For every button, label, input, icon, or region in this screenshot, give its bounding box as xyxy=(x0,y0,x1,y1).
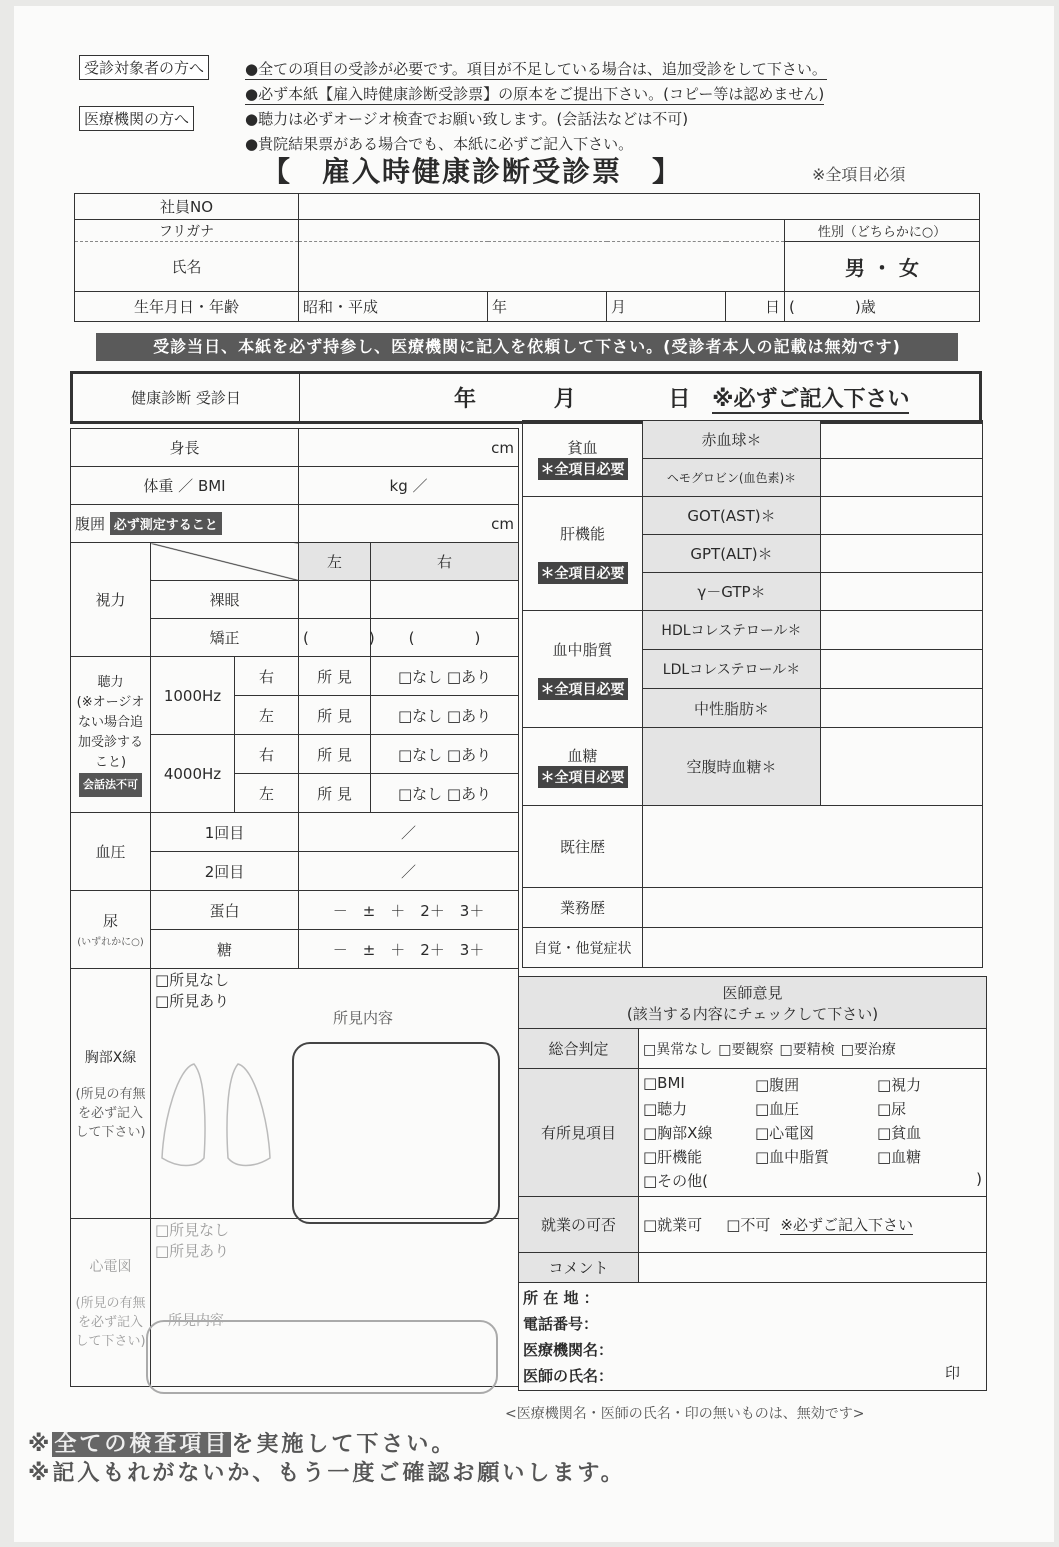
finding-ecg[interactable]: □心電図 xyxy=(755,1124,815,1142)
finding-urine[interactable]: □尿 xyxy=(877,1100,907,1118)
naked-left-field[interactable] xyxy=(299,581,371,619)
xray-has-finding[interactable]: □所見あり xyxy=(155,992,230,1010)
gender-options[interactable]: 男 ・ 女 xyxy=(785,242,980,292)
hearing-4000-left: 左 xyxy=(235,774,299,813)
liver-tag: ＊全項目必要 xyxy=(538,562,628,584)
footer-line-1-suffix: を実施して下さい。 xyxy=(231,1432,457,1457)
ggtp-label: γ－GTP＊ xyxy=(643,573,821,611)
finding-waist[interactable]: □腹囲 xyxy=(755,1076,800,1094)
clinic-info-area[interactable] xyxy=(519,1283,987,1391)
weight-field[interactable]: kg ／ xyxy=(299,467,519,505)
anemia-cell xyxy=(523,421,643,497)
finding-bmi[interactable]: □BMI xyxy=(643,1074,685,1092)
overall-treat[interactable]: □要治療 xyxy=(840,1041,896,1058)
lungs-icon xyxy=(158,1058,278,1170)
findings-label: 有所見項目 xyxy=(519,1069,639,1197)
finding-other-close: ) xyxy=(976,1170,983,1188)
xray-no-finding[interactable]: □所見なし xyxy=(155,971,230,989)
age-field[interactable]: ( )歳 xyxy=(785,292,980,322)
validity-note: <医療機関名・医師の氏名・印の無いものは、無効です> xyxy=(505,1406,865,1422)
opinion-subtitle: (該当する内容にチェックして下さい) xyxy=(626,1004,879,1023)
vision-left-header: 左 xyxy=(299,543,371,581)
xray-label-cell xyxy=(71,969,151,1219)
xray-note: (所見の有無を必ず記入して下さい) xyxy=(75,1087,146,1140)
finding-lipid[interactable]: □血中脂質 xyxy=(755,1148,830,1166)
symptoms-field[interactable] xyxy=(643,928,983,968)
clinic-name-label: 医療機関名： xyxy=(523,1341,614,1359)
protein-label: 蛋白 xyxy=(151,891,299,930)
ecg-has-finding[interactable]: □所見あり xyxy=(155,1242,230,1260)
vision-label: 視力 xyxy=(71,543,151,657)
ecg-note: (所見の有無を必ず記入して下さい) xyxy=(75,1296,146,1349)
birth-day[interactable]: 日 xyxy=(726,292,785,322)
comment-field[interactable] xyxy=(639,1253,987,1283)
hearing-1000-left: 左 xyxy=(235,696,299,735)
rbc-field[interactable] xyxy=(821,421,983,459)
hearing-finding-label: 所 見 xyxy=(299,735,371,774)
hdl-field[interactable] xyxy=(821,611,983,650)
glucose-tag: ＊全項目必要 xyxy=(538,766,628,788)
waist-tag: 必ず測定すること xyxy=(110,512,222,535)
employee-no-field[interactable] xyxy=(299,194,980,220)
hearing-finding-label: 所 見 xyxy=(299,696,371,735)
bp2-label: 2回目 xyxy=(151,852,299,891)
sugar-scale[interactable]: － ± ＋ 2＋ 3＋ xyxy=(299,930,519,969)
waist-label-cell xyxy=(71,505,299,543)
hb-field[interactable] xyxy=(821,459,983,497)
glucose-cell xyxy=(523,728,643,806)
hearing-1000-right: 右 xyxy=(235,657,299,696)
footer-line-2: ※記入もれがないか、もう一度ご確認お願いします。 xyxy=(28,1461,626,1486)
xray-finding-content-label: 所見内容 xyxy=(333,1009,394,1027)
ldl-label: LDLコレステロール＊ xyxy=(643,650,821,689)
birth-label: 生年月日・年齢 xyxy=(75,292,299,322)
finding-liver[interactable]: □肝機能 xyxy=(643,1148,703,1166)
hearing-1000-left-check[interactable]: □なし □あり xyxy=(371,696,519,735)
gender-label: 性別（どちらかに○） xyxy=(785,220,980,242)
doctor-name-label: 医師の氏名： xyxy=(523,1367,614,1385)
finding-anemia[interactable]: □貧血 xyxy=(877,1124,922,1142)
weight-label: 体重 ／ BMI xyxy=(71,467,299,505)
work-label: 就業の可否 xyxy=(519,1197,639,1253)
hearing-label: 聴力 (※オージオない場合追加受診すること) xyxy=(76,674,145,770)
instruction-2: ●必ず本紙【雇入時健康診断受診票】の原本をご提出下さい。(コピー等は認めません) xyxy=(245,85,825,103)
work-note: ※必ずご記入下さい xyxy=(780,1216,913,1234)
finding-xray[interactable]: □胸部X線 xyxy=(643,1124,713,1142)
furigana-field[interactable] xyxy=(299,220,785,242)
fbs-label: 空腹時血糖＊ xyxy=(643,728,821,806)
corrected-right-field[interactable]: ( ) xyxy=(371,619,519,657)
rbc-label: 赤血球＊ xyxy=(643,421,821,459)
lipid-tag: ＊全項目必要 xyxy=(538,678,628,700)
hz1000-label: 1000Hz xyxy=(151,657,235,735)
hearing-4000-left-check[interactable]: □なし □あり xyxy=(371,774,519,813)
clinic-label: 医療機関の方へ xyxy=(79,106,194,131)
finding-vision[interactable]: □視力 xyxy=(877,1076,922,1094)
lipid-cell xyxy=(523,611,643,728)
exam-day: 日 xyxy=(668,387,691,412)
work-ok[interactable]: □就業可 xyxy=(643,1216,703,1234)
exam-date-table xyxy=(70,371,982,424)
corrected-label: 矯正 xyxy=(151,619,299,657)
instruction-band: 受診当日、本紙を必ず持参し、医療機関に記入を依頼して下さい。(受診者本人の記載は無効です) xyxy=(96,333,958,361)
history-field[interactable] xyxy=(643,806,983,888)
bp1-field[interactable]: ／ xyxy=(299,813,519,852)
era-text: 昭和・平成 xyxy=(299,292,488,322)
bp-label: 血圧 xyxy=(71,813,151,891)
ecg-finding-bracket[interactable] xyxy=(146,1320,498,1394)
ecg-finding-content-label: 所見内容 xyxy=(168,1313,224,1329)
height-label: 身長 xyxy=(71,429,299,467)
waist-label: 腹囲 xyxy=(75,515,106,533)
fbs-field[interactable] xyxy=(821,728,983,806)
overall-normal[interactable]: □異常なし xyxy=(643,1041,713,1058)
liver-label: 肝機能 xyxy=(559,525,605,543)
anemia-label: 貧血 xyxy=(567,439,598,457)
footer-line-1-highlight: 全ての検査項目 xyxy=(54,1432,230,1457)
employee-no-label: 社員NO xyxy=(75,194,299,220)
vision-diagonal-cell xyxy=(151,543,299,581)
right-exam-table xyxy=(522,420,983,968)
hb-label: ヘモグロビン(血色素)＊ xyxy=(643,459,821,497)
hearing-finding-label: 所 見 xyxy=(299,774,371,813)
work-history-field[interactable] xyxy=(643,888,983,928)
ecg-label-cell xyxy=(71,1219,151,1387)
hearing-4000-right: 右 xyxy=(235,735,299,774)
hz4000-label: 4000Hz xyxy=(151,735,235,813)
hearing-finding-label: 所 見 xyxy=(299,657,371,696)
findings-options xyxy=(639,1069,987,1197)
bp2-field[interactable]: ／ xyxy=(299,852,519,891)
glucose-label: 血糖 xyxy=(567,747,598,765)
liver-cell xyxy=(523,497,643,611)
required-note: ※全項目必須 xyxy=(812,165,906,184)
exam-date-field[interactable] xyxy=(300,373,981,423)
opinion-title: 医師意見 xyxy=(722,983,783,1002)
hearing-1000-right-check[interactable]: □なし □あり xyxy=(371,657,519,696)
finding-bp[interactable]: □血圧 xyxy=(755,1100,800,1118)
footer-line-1 xyxy=(28,1427,456,1458)
exam-date-note: ※必ずご記入下さい xyxy=(712,387,910,412)
got-label: GOT(AST)＊ xyxy=(643,497,821,535)
opinion-header xyxy=(519,977,987,1029)
bp1-label: 1回目 xyxy=(151,813,299,852)
work-options xyxy=(639,1197,987,1253)
name-label: 氏名 xyxy=(75,242,299,292)
instruction-4: ●貴院結果票がある場合でも、本紙に必ずご記入下さい。 xyxy=(245,135,634,153)
overall-label: 総合判定 xyxy=(519,1029,639,1069)
corrected-left-field[interactable]: ( ) xyxy=(299,619,371,657)
naked-right-field[interactable] xyxy=(371,581,519,619)
furigana-label: フリガナ xyxy=(75,220,299,242)
target-label: 受診対象者の方へ xyxy=(79,55,209,80)
finding-hearing[interactable]: □聴力 xyxy=(643,1100,688,1118)
urine-label-cell xyxy=(71,891,151,969)
tg-field[interactable] xyxy=(821,689,983,728)
address-label: 所 在 地 ： xyxy=(523,1289,599,1307)
overall-detailed[interactable]: □要精検 xyxy=(779,1041,835,1058)
exam-month: 月 xyxy=(553,387,576,412)
instruction-1: ●全ての項目の受診が必要です。項目が不足している場合は、追加受診をして下さい。 xyxy=(245,60,827,78)
lipid-label: 血中脂質 xyxy=(552,640,613,659)
symptoms-label: 自覚・他覚症状 xyxy=(523,928,643,968)
left-exam-table xyxy=(70,428,519,1387)
comment-label: コメント xyxy=(519,1253,639,1283)
tg-label: 中性脂肪＊ xyxy=(643,689,821,728)
sugar-label: 糖 xyxy=(151,930,299,969)
work-history-label: 業務歴 xyxy=(523,888,643,928)
urine-note: (いずれかに○) xyxy=(77,937,144,948)
ldl-field[interactable] xyxy=(821,650,983,689)
instruction-3: ●聴力は必ずオージオ検査でお願い致します。(会話法などは不可) xyxy=(245,110,689,128)
hdl-label: HDLコレステロール＊ xyxy=(643,611,821,650)
urine-label: 尿 xyxy=(102,912,118,930)
phone-label: 電話番号： xyxy=(523,1315,599,1333)
finding-glucose[interactable]: □血糖 xyxy=(877,1148,922,1166)
birth-month[interactable]: 月 xyxy=(607,292,726,322)
overall-options xyxy=(639,1029,987,1069)
finding-other[interactable]: □その他( xyxy=(643,1172,709,1190)
anemia-tag: ＊全項目必要 xyxy=(538,458,628,480)
got-field[interactable] xyxy=(821,497,983,535)
protein-scale[interactable]: － ± ＋ 2＋ 3＋ xyxy=(299,891,519,930)
gpt-field[interactable] xyxy=(821,535,983,573)
hearing-tag: 会話法不可 xyxy=(79,773,142,797)
overall-observe[interactable]: □要観察 xyxy=(718,1041,774,1058)
doctor-opinion-table xyxy=(518,976,987,1391)
ecg-label: 心電図 xyxy=(89,1259,132,1275)
naked-label: 裸眼 xyxy=(151,581,299,619)
name-field[interactable] xyxy=(299,242,785,292)
hearing-label-cell xyxy=(71,657,151,813)
height-field[interactable]: cm xyxy=(299,429,519,467)
seal-mark: 印 xyxy=(945,1364,961,1382)
ggtp-field[interactable] xyxy=(821,573,983,611)
personal-info-table xyxy=(74,193,980,322)
waist-field[interactable]: cm xyxy=(299,505,519,543)
work-ng[interactable]: □不可 xyxy=(726,1216,771,1234)
exam-year: 年 xyxy=(454,387,477,412)
ecg-no-finding[interactable]: □所見なし xyxy=(155,1221,230,1239)
vision-right-header: 右 xyxy=(371,543,519,581)
exam-date-label: 健康診断 受診日 xyxy=(72,373,300,423)
xray-label: 胸部X線 xyxy=(84,1050,137,1066)
xray-finding-bracket[interactable] xyxy=(292,1042,500,1224)
history-label: 既往歴 xyxy=(523,806,643,888)
form-title: 【 雇入時健康診断受診票 】 xyxy=(262,155,683,188)
gpt-label: GPT(ALT)＊ xyxy=(643,535,821,573)
footer-line-1-prefix: ※ xyxy=(28,1432,53,1457)
birth-year[interactable]: 年 xyxy=(488,292,607,322)
hearing-4000-right-check[interactable]: □なし □あり xyxy=(371,735,519,774)
